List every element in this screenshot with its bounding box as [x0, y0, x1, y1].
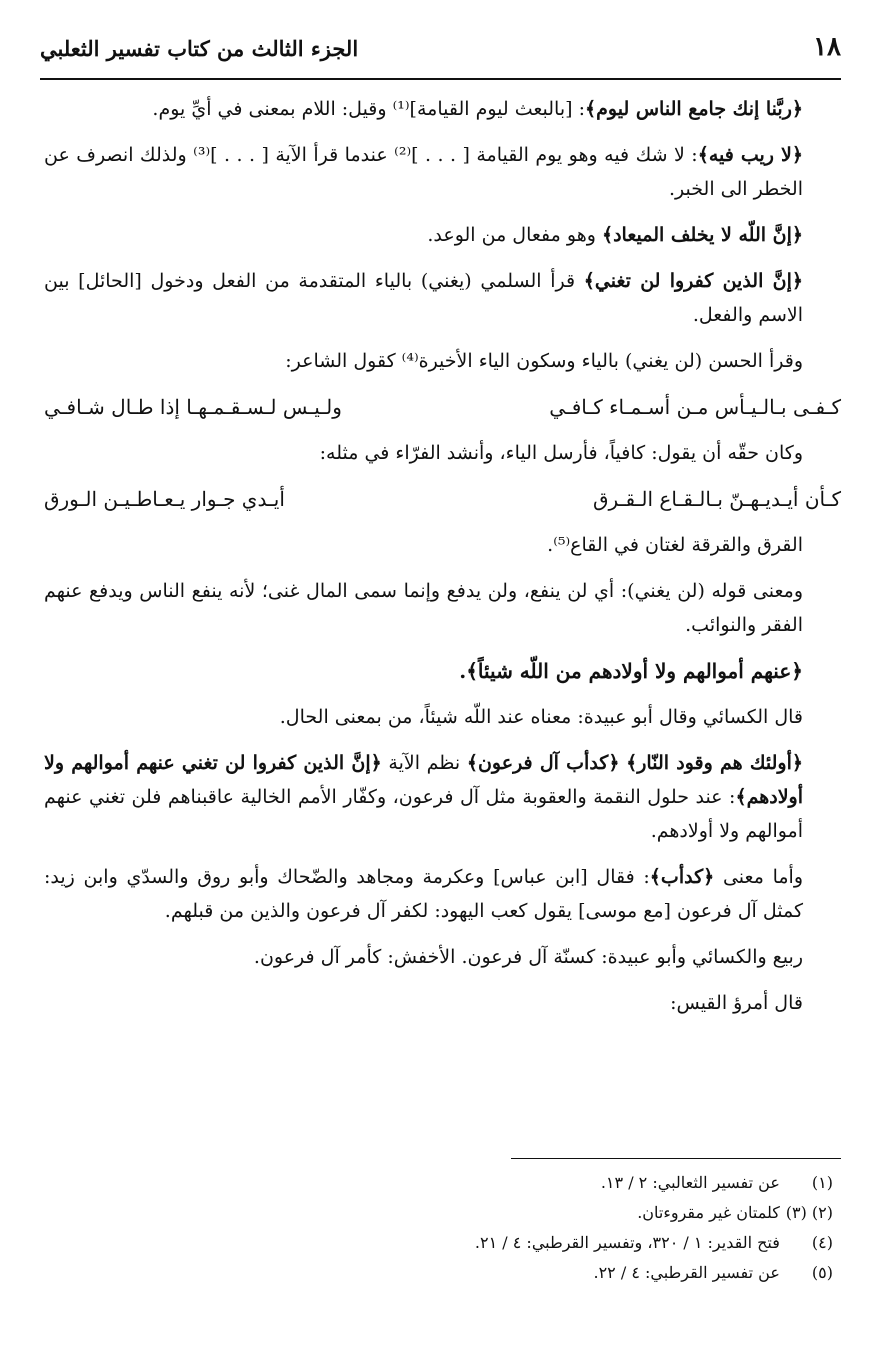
paragraph-9: [44, 700, 841, 734]
paragraph-8: [44, 574, 841, 642]
footnotes: [44, 1168, 841, 1288]
paragraph-text: : [بالبعث ليوم القيامة]⁽¹⁾ وقيل: اللام بمعنى في أيِّ يوم.: [152, 98, 585, 120]
quran-quote: ﴿لا ريب فيه﴾: [697, 144, 803, 166]
quran-quote: ﴿كدأب﴾: [649, 866, 715, 888]
paragraph-text: : عند حلول النقمة والعقوبة مثل آل فرعون، وكفّار الأمم الخالية عاقبناهم فلن تغني عنهم أموالهم ولا أولادهم.: [44, 786, 803, 842]
quran-quote: ﴿عنهم أموالهم ولا أولادهم من اللّه شيئاً﴾.: [459, 659, 803, 683]
footnote-rule: [511, 1158, 841, 1159]
footnote-3: [44, 1228, 841, 1258]
footnote-4: [44, 1258, 841, 1288]
paragraph-5: [44, 344, 841, 378]
poetry-verse-1: [44, 390, 841, 424]
verse-first-hemistich: كـفـى بـالـيـأس مـن أسـمـاء كـافـي: [549, 395, 841, 419]
quran-heading: [44, 654, 841, 688]
running-title: الجزء الثالث من كتاب تفسير الثعلبي: [40, 36, 359, 61]
main-text: [44, 92, 841, 1032]
paragraph-11: [44, 860, 841, 928]
quran-quote: ﴿كدأب آل فرعون﴾: [466, 752, 620, 774]
paragraph-13: [44, 986, 841, 1020]
paragraph-text: قرأ السلمي (يغني) بالياء المتقدمة من الفعل ودخول [الحائل] بين الاسم والفعل.: [44, 270, 803, 326]
paragraph-4: [44, 264, 841, 332]
quran-quote: ﴿إنَّ الذين كفروا لن تغني﴾: [583, 270, 804, 292]
paragraph-text: قال أمرؤ القيس:: [670, 992, 803, 1014]
paragraph-text: نظم الآية: [381, 752, 467, 774]
footnote-text: عن تفسير القرطبي: ٤ / ٢٢.: [593, 1263, 780, 1282]
quran-quote: ﴿إنَّ الذين كفروا لن تغني عنهم أموالهم ولا أولادهم﴾: [44, 752, 803, 808]
quran-quote: ﴿ربَّنا إنك جامع الناس ليوم﴾: [585, 98, 803, 120]
paragraph-text: وأما معنى: [714, 866, 803, 888]
verse-second-hemistich: أيـدي جـوار يـعـاطـيـن الـورق: [44, 487, 285, 511]
quran-quote: ﴿أولئك هم وقود النّار﴾: [626, 752, 803, 774]
paragraph-3: [44, 218, 841, 252]
paragraph-1: [44, 92, 841, 126]
page-number: ١٨: [813, 32, 841, 62]
paragraph-text: وقرأ الحسن (لن يغني) بالياء وسكون الياء الأخيرة⁽⁴⁾ كقول الشاعر:: [285, 350, 803, 372]
paragraph-6: [44, 436, 841, 470]
footnote-text: فتح القدير: ١ / ٣٢٠، وتفسير القرطبي: ٤ / ٢١.: [474, 1233, 780, 1252]
paragraph-text: وكان حقّه أن يقول: كافياً، فأرسل الياء، وأنشد الفرّاء في مثله:: [319, 442, 803, 464]
paragraph-text: قال الكسائي وقال أبو عبيدة: معناه عند اللّه شيئاً، من بمعنى الحال.: [279, 706, 803, 728]
footnote-number: (٥): [811, 1263, 833, 1282]
quran-quote: ﴿إنَّ اللّه لا يخلف الميعاد﴾: [601, 224, 803, 246]
footnote-text: كلمتان غير مقروءتان.: [637, 1203, 780, 1222]
paragraph-12: [44, 940, 841, 974]
paragraph-text: : فقال [ابن عباس] وعكرمة ومجاهد والضّحاك وأبو روق والسدّي وابن زيد: كمثل آل فرعون [مع موسى] يقول كعب اليهود: لكفر آل فرعون والذين من قبلهم.: [44, 866, 803, 922]
verse-second-hemistich: ولـيـس لـسـقـمـهـا إذا طـال شـافـي: [44, 395, 342, 419]
footnote-number: (١): [811, 1173, 833, 1192]
page-header: [40, 30, 841, 76]
paragraph-10: [44, 746, 841, 848]
paragraph-text: وهو مفعال من الوعد.: [427, 224, 602, 246]
poetry-verse-2: [44, 482, 841, 516]
footnote-1: [44, 1168, 841, 1198]
paragraph-2: [44, 138, 841, 206]
footnote-text: عن تفسير الثعالبي: ٢ / ١٣.: [600, 1173, 780, 1192]
paragraph-text: : لا شك فيه وهو يوم القيامة [ . . . ]⁽²⁾ عندما قرأ الآية [ . . . ]⁽³⁾ ولذلك انصرف عن الخطر الى الخبر.: [44, 144, 803, 200]
verse-first-hemistich: كـأن أيـديـهـنّ بـالـقـاع الـقـرق: [593, 487, 841, 511]
footnote-2: [44, 1198, 841, 1228]
footnote-number: (٢) (٣): [785, 1203, 833, 1222]
paragraph-text: القرق والقرقة لغتان في القاع⁽⁵⁾.: [547, 534, 803, 556]
paragraph-text: ربيع والكسائي وأبو عبيدة: كسنّة آل فرعون. الأخفش: كأمر آل فرعون.: [253, 946, 803, 968]
footnote-number: (٤): [811, 1233, 833, 1252]
header-rule: [40, 78, 841, 80]
paragraph-text: ومعنى قوله (لن يغني): أي لن ينفع، ولن يدفع وإنما سمى المال غنى؛ لأنه ينفع الناس ويدفع عنهم الفقر والنوائب.: [44, 580, 803, 636]
paragraph-7: [44, 528, 841, 562]
